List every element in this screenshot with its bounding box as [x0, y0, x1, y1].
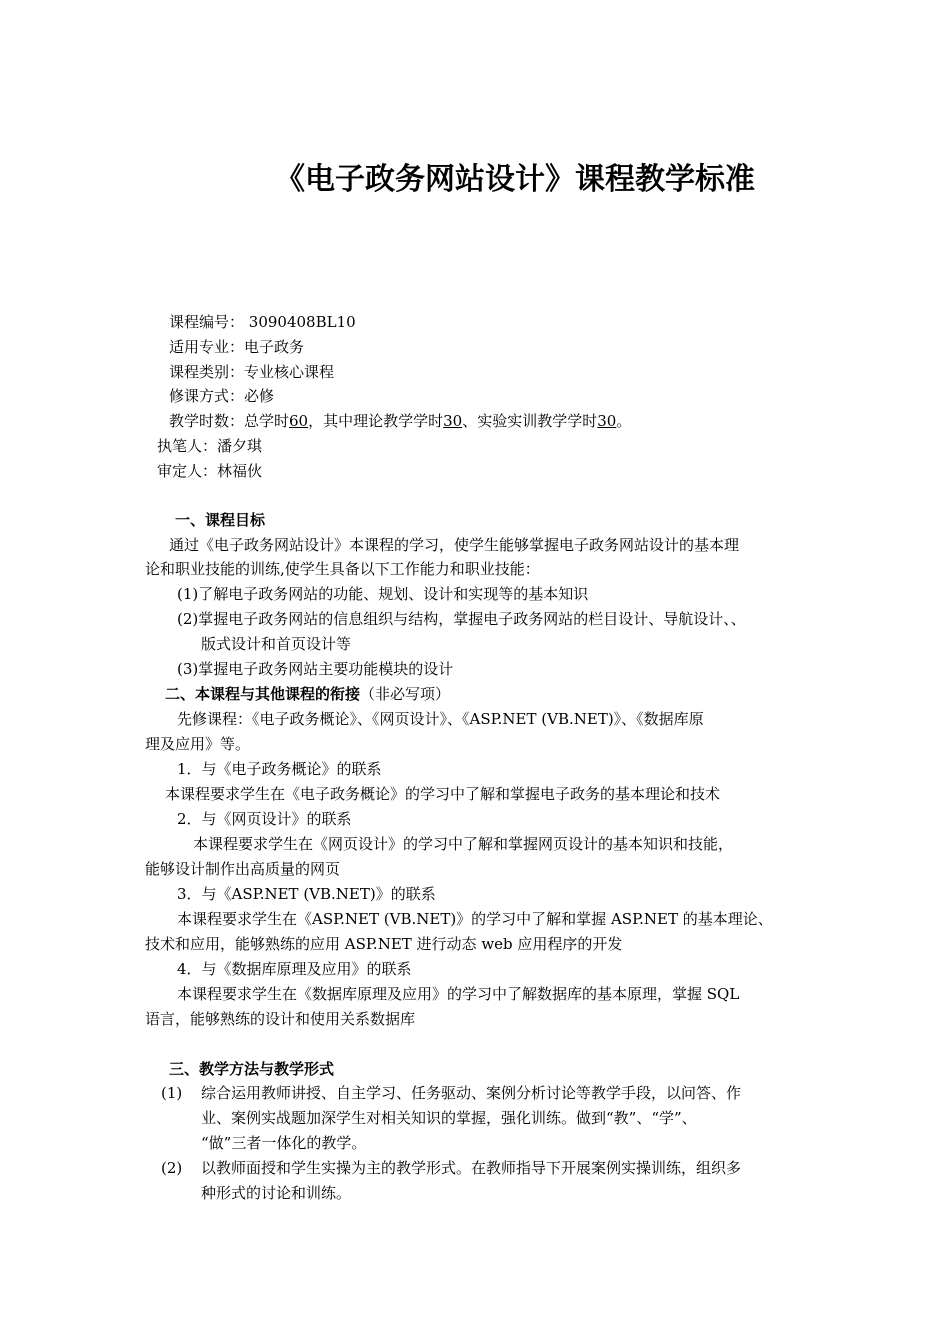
hours-total: 60: [289, 412, 309, 430]
section2-heading-line: [165, 683, 450, 705]
mode-line: 修课方式：必修: [169, 387, 275, 405]
course-code-label: 课程编号：: [169, 313, 245, 331]
section2-heading: 二、本课程与其他课程的衔接: [165, 685, 361, 703]
link1-title: 1．与《电子政务概论》的联系: [177, 760, 382, 778]
method-item-1-line3: “做”三者一体化的教学。: [201, 1134, 367, 1152]
method-item-2-line1: 以教师面授和学生实操为主的教学形式。在教师指导下开展案例实操训练，组织多: [201, 1159, 742, 1177]
link3-text-line2: 技术和应用，能够熟练的应用 ASP.NET 进行动态 web 应用程序的开发: [145, 935, 623, 953]
link4-text-line1: 本课程要求学生在《数据库原理及应用》的学习中了解数据库的基本原理，掌握 SQL: [177, 985, 740, 1003]
document-title: 《电子政务网站设计》课程教学标准: [275, 162, 755, 197]
link2-text-line1: 本课程要求学生在《网页设计》的学习中了解和掌握网页设计的基本知识和技能，: [193, 835, 734, 853]
link3-title: 3．与《ASP.NET (VB.NET)》的联系: [177, 885, 436, 903]
hours-label: 教学时数：总学时: [169, 412, 290, 430]
hours-end: 。: [616, 412, 632, 430]
hours-line: [169, 410, 631, 432]
course-code-line: [169, 311, 356, 333]
goal-item-3: (3)掌握电子政务网站主要功能模块的设计: [177, 660, 454, 678]
link4-title: 4．与《数据库原理及应用》的联系: [177, 960, 412, 978]
link4-text-line2: 语言，能够熟练的设计和使用关系数据库: [145, 1010, 416, 1028]
hours-theory: 30: [443, 412, 463, 430]
link2-text-line2: 能够设计制作出高质量的网页: [145, 860, 341, 878]
section1-intro-line1: 通过《电子政务网站设计》本课程的学习，使学生能够掌握电子政务网站设计的基本理: [169, 536, 740, 554]
link3-text-line1: 本课程要求学生在《ASP.NET (VB.NET)》的学习中了解和掌握 ASP.NET 的基本理论、: [177, 910, 773, 928]
goal-item-2-line1: (2)掌握电子政务网站的信息组织与结构，掌握电子政务网站的栏目设计、导航设计、、: [177, 610, 746, 628]
link1-text: 本课程要求学生在《电子政务概论》的学习中了解和掌握电子政务的基本理论和技术: [165, 785, 721, 803]
major-line: 适用专业：电子政务: [169, 338, 305, 356]
writer-line: 执笔人：潘夕琪: [157, 437, 263, 455]
prereq-line1: 先修课程：《电子政务概论》、《网页设计》、《ASP.NET (VB.NET)》、《数据库原: [177, 710, 704, 728]
hours-lab-label: 、实验实训教学学时: [462, 412, 598, 430]
hours-theory-label: ，其中理论教学学时: [308, 412, 444, 430]
prereq-line2: 理及应用》等。: [145, 735, 251, 753]
section1-intro-line2: 论和职业技能的训练,使学生具备以下工作能力和职业技能：: [145, 560, 540, 578]
hours-lab: 30: [597, 412, 617, 430]
section1-heading: 一、课程目标: [175, 511, 266, 529]
method-item-2-line2: 种形式的讨论和训练。: [201, 1184, 352, 1202]
reviewer-line: 审定人：林福伙: [157, 462, 263, 480]
method-item-1-number: (1): [161, 1084, 183, 1102]
section3-heading: 三、教学方法与教学形式: [169, 1060, 335, 1078]
section2-heading-note: （非必写项）: [360, 685, 451, 703]
method-item-1-line1: 综合运用教师讲授、自主学习、任务驱动、案例分析讨论等教学手段，以问答、作: [201, 1084, 742, 1102]
goal-item-1: (1)了解电子政务网站的功能、规划、设计和实现等的基本知识: [177, 585, 589, 603]
category-line: 课程类别：专业核心课程: [169, 363, 335, 381]
method-item-2-number: (2): [161, 1159, 183, 1177]
course-code-value: 3090408BL10: [248, 313, 356, 331]
method-item-1-line2: 业、案例实战题加深学生对相关知识的掌握，强化训练。做到“教”、“学”、: [201, 1109, 697, 1127]
goal-item-2-line2: 版式设计和首页设计等: [201, 635, 352, 653]
link2-title: 2．与《网页设计》的联系: [177, 810, 352, 828]
